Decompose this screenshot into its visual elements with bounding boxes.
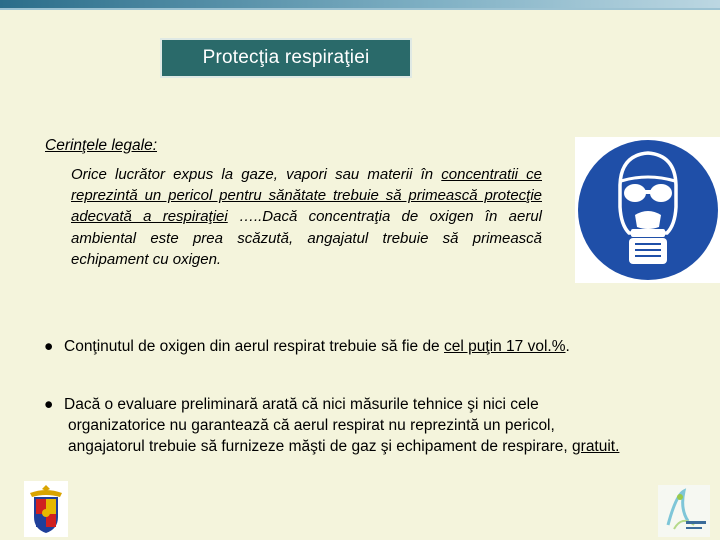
- bullet-1-text-underlined: cel puţin 17 vol.%: [444, 338, 566, 355]
- bullet-2-line-1: [44, 394, 720, 415]
- organization-logo-icon: [658, 485, 710, 537]
- bullet-2-line-3: [44, 436, 720, 457]
- bullet-2-line-3-underlined: gratuit.: [572, 438, 620, 455]
- requirements-heading: Cerinţele legale:: [45, 137, 158, 154]
- slide-title: [160, 38, 412, 78]
- bullet-1-text-a: Conţinutul de oxigen din aerul respirat trebuie să fie de: [64, 338, 444, 355]
- top-accent-line: [0, 8, 720, 10]
- romania-coat-of-arms-icon: [24, 481, 68, 537]
- slide-title-text: Protecţia respiraţiei: [202, 47, 370, 68]
- requirements-text-a: Orice lucrător expus la gaze, vapori sau materii în: [71, 166, 442, 183]
- bullet-marker: ●: [44, 338, 54, 355]
- bullet-2-line-2: organizatorice nu garantează că aerul respirat nu reprezintă un pericol,: [68, 417, 555, 434]
- requirements-text-c: …..Dacă concentraţia de oxigen în aerul ambiental este prea scăzută, angajatul trebuie să primească echipament cu oxigen.: [71, 208, 542, 268]
- bullet-2-line-3-text: angajatorul trebuie să furnizeze măşti de gaz şi echipament de respirare,: [68, 438, 573, 455]
- top-accent-bar: [0, 0, 720, 8]
- requirements-text-underlined: concentratii ce reprezintă un pericol pentru sănătate trebuie să primească protecţie adecvată a respiraţiei: [71, 166, 542, 226]
- bullet-1-text-c: .: [565, 338, 570, 355]
- bullet-oxygen-content: [44, 336, 714, 357]
- gas-mask-mandatory-sign-icon: [575, 137, 720, 283]
- requirements-paragraph: [71, 164, 542, 270]
- bullet-marker: ●: [44, 396, 54, 413]
- bullet-preliminary-evaluation: [44, 394, 720, 457]
- bullet-2-line-1-text: Dacă o evaluare preliminară arată că nici măsurile tehnice şi nici cele: [64, 396, 539, 413]
